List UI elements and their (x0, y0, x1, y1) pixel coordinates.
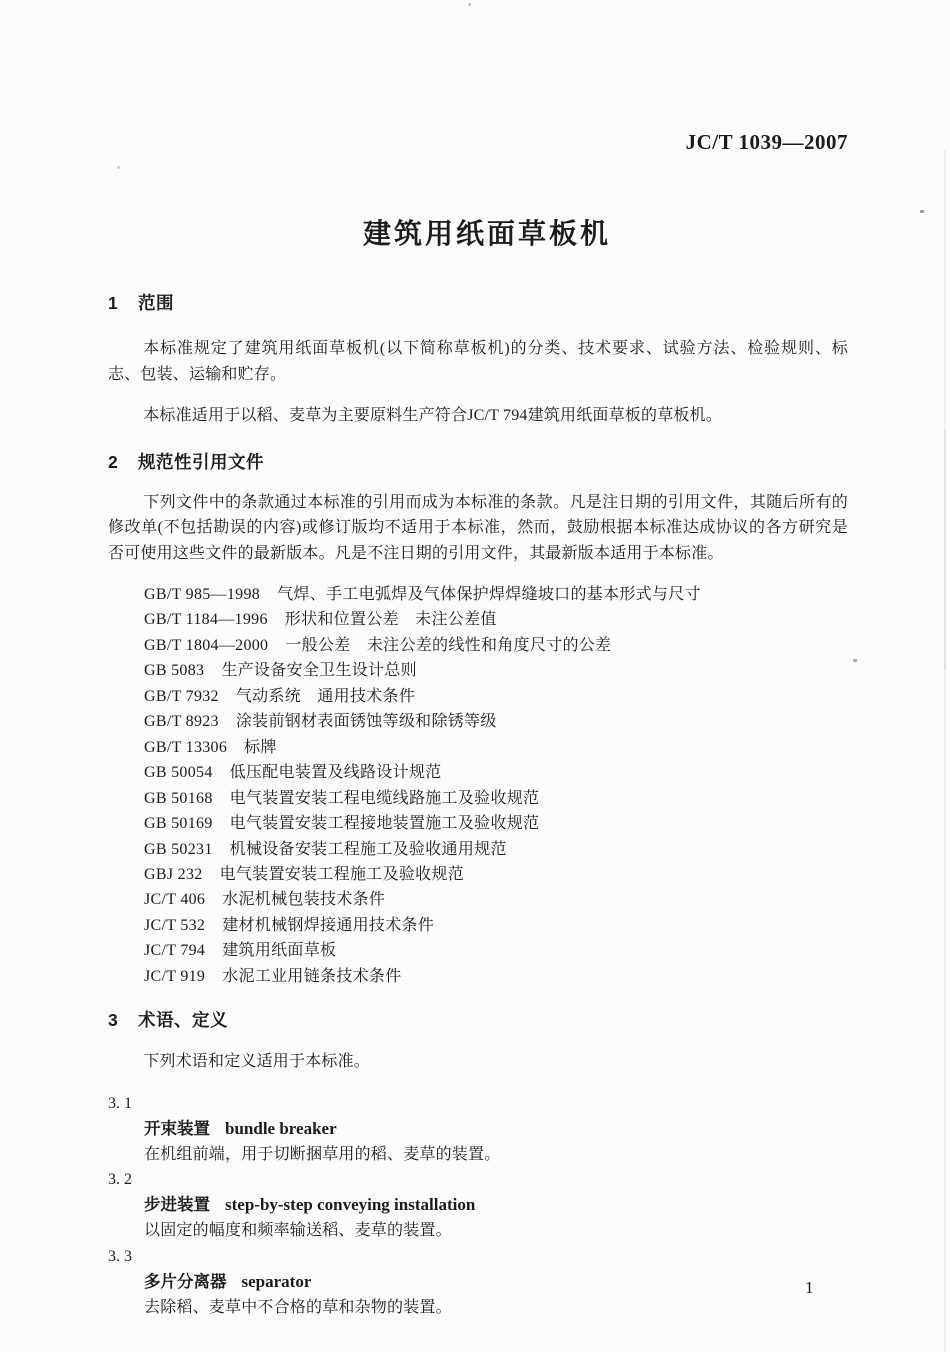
section-3-number: 3 (108, 1010, 119, 1031)
reference-code: JC/T 794 (144, 942, 206, 960)
section-1-title: 范围 (138, 293, 174, 313)
section-2-heading (108, 450, 848, 474)
reference-title: 电气装置安装工程施工及验收规范 (219, 865, 465, 883)
reference-title: 电气装置安装工程接地装置施工及验收规范 (229, 815, 540, 833)
reference-title: 水泥工业用链条技术条件 (222, 967, 402, 985)
reference-code: GB 50169 (144, 815, 213, 833)
scan-edge-line (944, 430, 946, 670)
reference-code: JC/T 919 (144, 967, 206, 985)
reference-title: 建材机械钢焊接通用技术条件 (222, 916, 435, 934)
reference-code: GB/T 1804—2000 (144, 636, 269, 654)
reference-code: GB/T 13306 (144, 738, 228, 756)
normative-references-paragraph: 下列文件中的条款通过本标准的引用而成为本标准的条款。凡是注日期的引用文件，其随后所有的修改单(不包括勘误的内容)或修订版均不适用于本标准，然而，鼓励根据本标准达成协议的各方研究是否可使用这些文件的最新版本。凡是不注日期的引用文件，其最新版本适用于本标准。 (108, 493, 848, 562)
reference-item (144, 760, 848, 785)
reference-title: 低压配电装置及线路设计规范 (229, 764, 442, 782)
reference-item (144, 735, 848, 760)
scan-speck (117, 166, 120, 169)
section-2-title: 规范性引用文件 (138, 451, 264, 472)
reference-item (144, 964, 848, 989)
term-definition: 在机组前端，用于切断捆草用的稻、麦草的装置。 (144, 1145, 501, 1163)
reference-item (144, 938, 848, 963)
reference-title: 一般公差 未注公差的线性和角度尺寸的公差 (285, 636, 612, 654)
reference-title: 电气装置安装工程电缆线路施工及验收规范 (229, 789, 540, 807)
term-block (108, 1167, 848, 1244)
reference-code: JC/T 406 (144, 891, 206, 909)
term-definition: 去除稻、麦草中不合格的草和杂物的装置。 (144, 1298, 452, 1316)
reference-code: GB/T 8923 (144, 713, 219, 731)
reference-title: 机械设备安装工程施工及验收通用规范 (229, 840, 507, 858)
normative-references-list (108, 582, 848, 989)
term-name-line (108, 1192, 848, 1218)
reference-item (144, 684, 848, 709)
reference-code: GB 50168 (144, 789, 213, 807)
term-name-zh: 多片分离器 (144, 1272, 227, 1291)
term-definition: 以固定的幅度和频率输送稻、麦草的装置。 (144, 1222, 452, 1240)
reference-title: 标牌 (244, 738, 277, 756)
reference-title: 涂装前钢材表面锈蚀等级和除锈等级 (235, 713, 497, 731)
term-name-zh: 步进装置 (144, 1196, 210, 1215)
terms-intro: 下列术语和定义适用于本标准。 (143, 1053, 370, 1071)
reference-code: GB 50054 (144, 764, 213, 782)
term-block (108, 1244, 848, 1321)
document-title: 建筑用纸面草板机 (362, 218, 611, 249)
reference-code: GB/T 1184—1996 (144, 611, 268, 629)
reference-title: 水泥机械包装技术条件 (222, 891, 386, 909)
reference-title: 形状和位置公差 未注公差值 (284, 611, 497, 629)
section-2-number: 2 (108, 451, 119, 472)
reference-item (144, 811, 848, 836)
reference-title: 气焊、手工电弧焊及气体保护焊焊缝坡口的基本形式与尺寸 (277, 586, 701, 603)
section-3-title: 术语、定义 (138, 1010, 228, 1031)
scan-speck (920, 210, 924, 213)
reference-title: 生产设备安全卫生设计总则 (221, 662, 417, 680)
term-name-en: separator (241, 1271, 312, 1291)
scan-edge-line (944, 150, 946, 1352)
reference-item (144, 862, 848, 887)
reference-code: GB/T 7932 (144, 687, 219, 705)
section-3-heading (108, 1008, 848, 1032)
reference-item (144, 582, 848, 607)
scope-paragraph-2: 本标准适用于以稻、麦草为主要原料生产符合JC/T 794建筑用纸面草板的草板机。 (143, 407, 723, 424)
term-name-line (108, 1116, 848, 1142)
reference-code: GB 50231 (144, 840, 213, 858)
page-number: 1 (805, 1278, 814, 1297)
term-block (108, 1091, 848, 1168)
section-1-heading (108, 291, 848, 315)
term-name-en: step-by-step conveying installation (225, 1195, 476, 1215)
reference-item (144, 887, 848, 912)
standard-code: JC/T 1039—2007 (685, 130, 848, 154)
section-1-number: 1 (108, 293, 119, 313)
term-number: 3. 2 (108, 1171, 132, 1189)
reference-title: 气动系统 通用技术条件 (235, 687, 416, 705)
reference-item (144, 913, 848, 938)
reference-item (144, 837, 848, 862)
scan-speck (468, 3, 471, 6)
reference-item (144, 709, 848, 734)
term-number: 3. 1 (108, 1094, 132, 1112)
reference-code: GB 5083 (144, 662, 205, 680)
reference-code: GBJ 232 (144, 865, 203, 883)
reference-item (144, 633, 848, 658)
term-name-en: bundle breaker (225, 1118, 337, 1138)
reference-title: 建筑用纸面草板 (222, 942, 337, 960)
term-name-zh: 开束装置 (144, 1119, 210, 1138)
reference-item (144, 786, 848, 811)
reference-item (144, 607, 848, 632)
reference-item (144, 658, 848, 683)
reference-code: GB/T 985—1998 (144, 586, 261, 603)
reference-code: JC/T 532 (144, 916, 206, 934)
scan-speck (853, 659, 857, 662)
term-name-line (108, 1269, 848, 1295)
scope-paragraph-1: 本标准规定了建筑用纸面草板机(以下简称草板机)的分类、技术要求、试验方法、检验规则、标志、包装、运输和贮存。 (108, 340, 848, 383)
term-number: 3. 3 (108, 1247, 132, 1265)
